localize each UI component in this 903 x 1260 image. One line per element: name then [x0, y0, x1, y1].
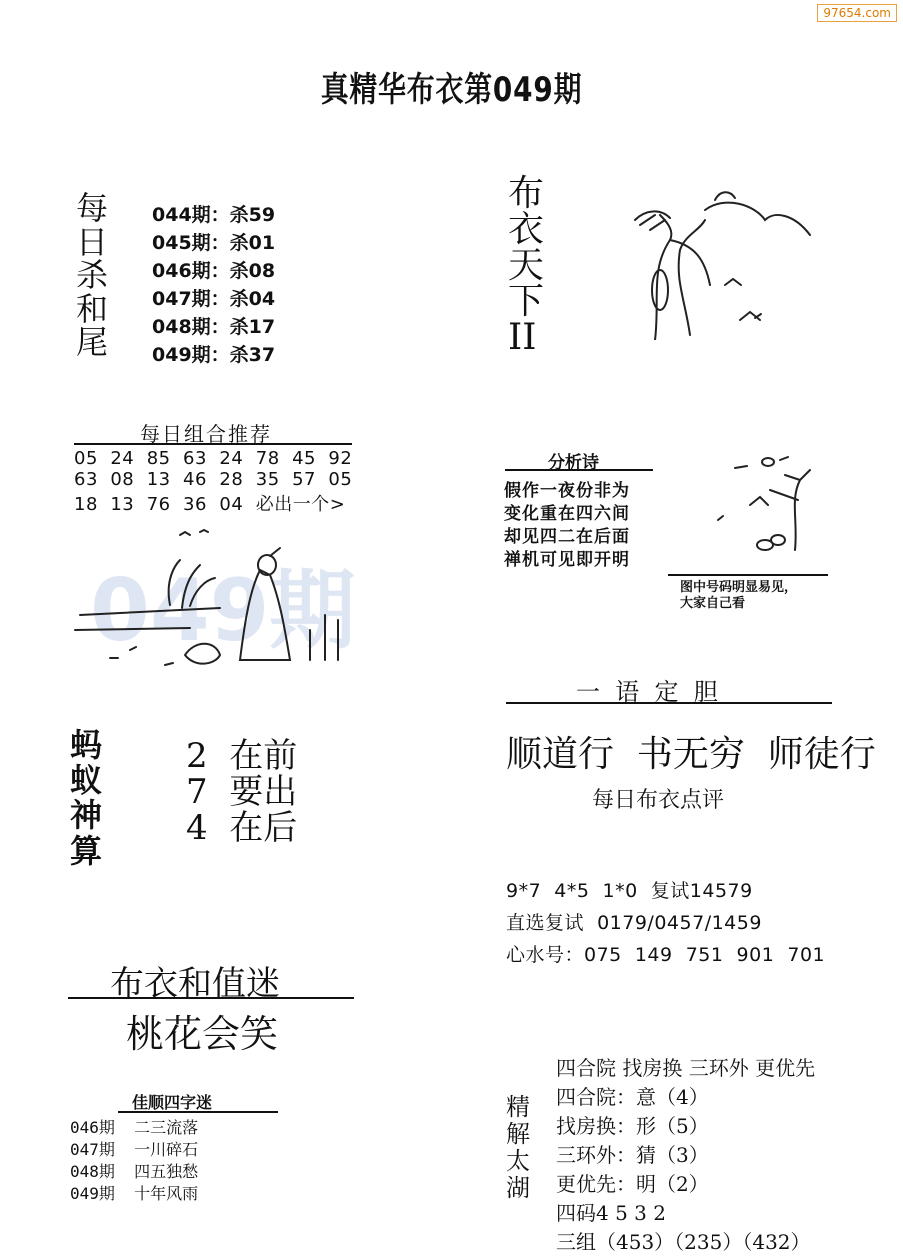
mayi-lines [186, 728, 298, 848]
tree-birds-illustration [615, 190, 825, 340]
pick-line: 心水号：075 149 751 901 701 [506, 944, 826, 966]
hezhi-title: 布衣和值迷 [110, 964, 280, 1004]
taihu-line: 三组（453）（235）（432） [556, 1230, 811, 1254]
kill-row: 047期：杀04 [152, 288, 276, 310]
scholar-illustration [70, 520, 360, 680]
kill-row: 046期：杀08 [152, 260, 276, 282]
kill-tail-list [152, 200, 275, 368]
taihu-lines [556, 1052, 815, 1255]
kill-row: 045期：杀01 [152, 232, 276, 254]
divider [668, 574, 828, 576]
taihu-line: 四合院 找房换 三环外 更优先 [556, 1056, 816, 1080]
kill-row: 048期：杀17 [152, 316, 276, 338]
mayi-line: 2 在前 [186, 736, 298, 776]
buyi-tianxia-label: 布 衣 天 下 II [508, 173, 545, 358]
taihu-label: 精 解 太 湖 [506, 1093, 530, 1202]
taihu-line: 找房换：形（5） [556, 1114, 709, 1138]
kill-row: 044期：杀59 [152, 204, 276, 226]
riddle-row: 048期 四五独愁 [70, 1162, 199, 1181]
kill-row: 049期：杀37 [152, 344, 276, 366]
mayi-label: 蚂 蚁 神 算 [70, 726, 103, 870]
poem-line: 假作一夜份非为 [504, 481, 630, 501]
picks-lines [506, 876, 825, 972]
divider [505, 469, 653, 471]
divider [74, 443, 352, 445]
divider [118, 1111, 278, 1113]
daily-combo-numbers [74, 448, 353, 515]
riddle-row: 047期 一川碎石 [70, 1140, 199, 1159]
analysis-note: 图中号码明显易见， 大家自己看 [680, 580, 798, 612]
divider [506, 702, 832, 704]
combo-row: 63 08 13 46 28 35 57 05 [74, 469, 353, 490]
kill-tail-label: 每 日 杀 和 尾 [76, 189, 109, 362]
poem-line: 变化重在四六间 [504, 504, 630, 524]
taihu-line: 四码4 5 3 2 [556, 1201, 666, 1225]
riddle-title: 佳顺四字迷 [132, 1093, 213, 1112]
mayi-line: 7 要出 [186, 772, 298, 812]
taihu-line: 四合院：意（4） [556, 1085, 709, 1109]
analysis-poem-lines [504, 476, 630, 568]
pick-line: 9*7 4*5 1*0 复试14579 [506, 880, 753, 902]
mayi-line: 4 在后 [186, 808, 298, 848]
yiyu-phrase: 顺道行 书无穷 师徒行 [506, 734, 876, 775]
riddle-row: 046期 二三流落 [70, 1118, 199, 1137]
poem-line: 禅机可见即开明 [504, 550, 630, 570]
page-title: 真精华布衣第049期 [320, 70, 583, 110]
analysis-poem-title: 分析诗 [548, 453, 599, 473]
poem-tree-illustration [710, 450, 830, 560]
svg-text:049期: 049期 [90, 561, 356, 661]
yiyu-title: 一 语 定 胆 [576, 678, 718, 706]
divider [68, 997, 354, 999]
pick-line: 直选复试 0179/0457/1459 [506, 912, 762, 934]
hezhi-answer: 桃花会笑 [126, 1012, 279, 1056]
site-watermark: 97654.com [817, 4, 897, 22]
riddle-rows [70, 1115, 198, 1203]
yiyu-subtitle: 每日布衣点评 [592, 788, 725, 813]
combo-row: 18 13 76 36 04 必出一个> [74, 494, 346, 515]
daily-combo-title: 每日组合推荐 [140, 422, 272, 446]
taihu-line: 三环外：猜（3） [556, 1143, 709, 1167]
taihu-line: 更优先：明（2） [556, 1172, 709, 1196]
poem-line: 却见四二在后面 [504, 527, 630, 547]
riddle-row: 049期 十年风雨 [70, 1184, 199, 1203]
combo-row: 05 24 85 63 24 78 45 92 [74, 448, 353, 469]
